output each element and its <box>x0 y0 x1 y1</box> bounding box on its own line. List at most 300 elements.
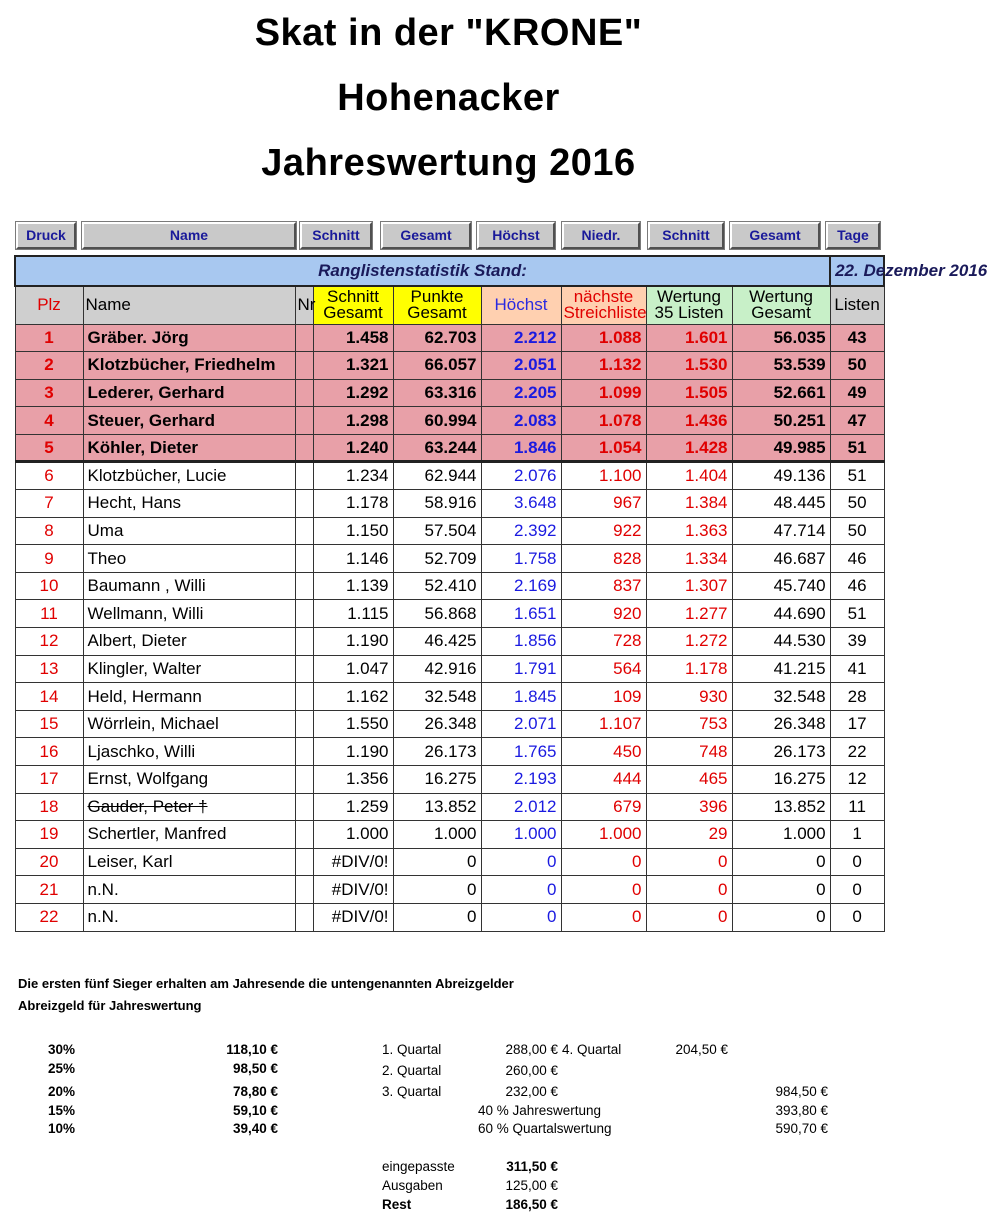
table-row <box>15 848 884 876</box>
cell-schnitt: 1.550 <box>313 710 393 738</box>
cell-hoechst: 1.856 <box>481 628 561 656</box>
cell-plz: 1 <box>15 324 83 352</box>
eingepasste-label: eingepasste <box>382 1159 455 1174</box>
cell-wertung35: 0 <box>646 876 732 904</box>
cell-name: Gauder, Peter † <box>83 793 295 821</box>
cell-wertung-gesamt: 0 <box>732 876 830 904</box>
cell-name: Wörrlein, Michael <box>83 710 295 738</box>
q4-label: 4. Quartal <box>562 1042 622 1057</box>
cell-nr <box>295 766 313 794</box>
cell-schnitt: 1.146 <box>313 545 393 573</box>
percent-label: 30% <box>48 1042 76 1057</box>
table-row <box>15 876 884 904</box>
cell-streich: 828 <box>561 545 646 573</box>
cell-plz: 18 <box>15 793 83 821</box>
quartal-total: 984,50 € <box>775 1084 828 1099</box>
cell-schnitt: 1.115 <box>313 600 393 628</box>
cell-schnitt: 1.292 <box>313 379 393 407</box>
cell-streich: 837 <box>561 572 646 600</box>
cell-schnitt: 1.000 <box>313 821 393 849</box>
cell-name: Klotzbücher, Lucie <box>83 462 295 490</box>
cell-plz: 17 <box>15 766 83 794</box>
cell-nr <box>295 462 313 490</box>
rest-label: Rest <box>382 1197 412 1212</box>
cell-wertung-gesamt: 44.530 <box>732 628 830 656</box>
page-heading-year: Jahreswertung 2016 <box>261 142 636 184</box>
cell-name: Schertler, Manfred <box>83 821 295 849</box>
cell-wertung-gesamt: 49.136 <box>732 462 830 490</box>
cell-listen: 1 <box>830 821 884 849</box>
cell-plz: 9 <box>15 545 83 573</box>
cell-plz: 22 <box>15 903 83 931</box>
cell-wertung35: 1.436 <box>646 407 732 435</box>
cell-name: Albert, Dieter <box>83 628 295 656</box>
cell-streich: 1.132 <box>561 352 646 380</box>
cell-nr <box>295 628 313 656</box>
cell-punkte: 0 <box>393 848 481 876</box>
table-row <box>15 352 884 380</box>
table-row <box>15 766 884 794</box>
cell-wertung35: 396 <box>646 793 732 821</box>
cell-listen: 46 <box>830 545 884 573</box>
cell-plz: 2 <box>15 352 83 380</box>
sort-hoechst-button[interactable]: Höchst <box>477 222 555 249</box>
note-abreizgeld: Abreizgeld für Jahreswertung <box>18 998 202 1013</box>
cell-hoechst: 1.758 <box>481 545 561 573</box>
cell-wertung35: 29 <box>646 821 732 849</box>
col-listen: Listen <box>830 286 884 324</box>
cell-nr <box>295 490 313 518</box>
percent-label: 10% <box>48 1121 76 1136</box>
cell-streich: 967 <box>561 490 646 518</box>
q2-amount: 260,00 € <box>505 1063 558 1078</box>
col-hoechst: Höchst <box>481 286 561 324</box>
cell-plz: 20 <box>15 848 83 876</box>
cell-schnitt: 1.047 <box>313 655 393 683</box>
cell-plz: 7 <box>15 490 83 518</box>
cell-name: Ljaschko, Willi <box>83 738 295 766</box>
q2-label: 2. Quartal <box>382 1063 442 1078</box>
cell-streich: 920 <box>561 600 646 628</box>
cell-wertung-gesamt: 13.852 <box>732 793 830 821</box>
cell-hoechst: 2.205 <box>481 379 561 407</box>
cell-hoechst: 1.765 <box>481 738 561 766</box>
cell-plz: 13 <box>15 655 83 683</box>
table-row <box>15 628 884 656</box>
table-row <box>15 407 884 435</box>
col-streich: nächste Streichliste <box>561 286 646 324</box>
cell-streich: 1.000 <box>561 821 646 849</box>
percent-amount: 98,50 € <box>232 1061 278 1076</box>
cell-wertung-gesamt: 53.539 <box>732 352 830 380</box>
cell-nr <box>295 848 313 876</box>
cell-nr <box>295 793 313 821</box>
ranking-table <box>14 255 987 932</box>
cell-punkte: 1.000 <box>393 821 481 849</box>
cell-streich: 0 <box>561 876 646 904</box>
cell-wertung-gesamt: 26.348 <box>732 710 830 738</box>
cell-nr <box>295 683 313 711</box>
cell-nr <box>295 600 313 628</box>
cell-schnitt: 1.178 <box>313 490 393 518</box>
cell-streich: 109 <box>561 683 646 711</box>
print-button[interactable]: Druck <box>16 222 76 249</box>
cell-streich: 1.054 <box>561 434 646 462</box>
cell-schnitt: 1.234 <box>313 462 393 490</box>
cell-streich: 450 <box>561 738 646 766</box>
cell-wertung35: 1.384 <box>646 490 732 518</box>
rest-amount: 186,50 € <box>505 1197 558 1212</box>
cell-streich: 1.107 <box>561 710 646 738</box>
cell-name: Uma <box>83 517 295 545</box>
cell-nr <box>295 407 313 435</box>
jahreswertung-label: 40 % Jahreswertung <box>478 1103 602 1118</box>
cell-listen: 41 <box>830 655 884 683</box>
cell-name: Held, Hermann <box>83 683 295 711</box>
cell-plz: 10 <box>15 572 83 600</box>
cell-plz: 4 <box>15 407 83 435</box>
cell-wertung35: 465 <box>646 766 732 794</box>
cell-name: Wellmann, Willi <box>83 600 295 628</box>
cell-listen: 11 <box>830 793 884 821</box>
cell-punkte: 26.173 <box>393 738 481 766</box>
cell-listen: 17 <box>830 710 884 738</box>
cell-wertung-gesamt: 49.985 <box>732 434 830 462</box>
cell-wertung-gesamt: 47.714 <box>732 517 830 545</box>
q3-label: 3. Quartal <box>382 1084 442 1099</box>
sort-tage-button[interactable]: Tage <box>826 222 880 249</box>
cell-schnitt: 1.190 <box>313 738 393 766</box>
stand-label: Ranglistenstatistik Stand: <box>15 256 830 286</box>
col-name: Name <box>83 286 295 324</box>
cell-listen: 22 <box>830 738 884 766</box>
cell-wertung35: 1.363 <box>646 517 732 545</box>
cell-nr <box>295 545 313 573</box>
cell-plz: 5 <box>15 434 83 462</box>
sort-gesamt-button[interactable]: Gesamt <box>381 222 471 249</box>
table-row <box>15 572 884 600</box>
cell-listen: 39 <box>830 628 884 656</box>
table-row <box>15 517 884 545</box>
table-row <box>15 462 884 490</box>
cell-streich: 0 <box>561 848 646 876</box>
cell-listen: 46 <box>830 572 884 600</box>
cell-listen: 51 <box>830 462 884 490</box>
cell-plz: 19 <box>15 821 83 849</box>
sort-wertung-gesamt-button[interactable]: Gesamt <box>730 222 820 249</box>
cell-plz: 8 <box>15 517 83 545</box>
cell-wertung-gesamt: 32.548 <box>732 683 830 711</box>
percent-amount: 39,40 € <box>232 1121 278 1136</box>
note-winners: Die ersten fünf Sieger erhalten am Jahresende die untengenannten Abreizgelder <box>18 976 514 991</box>
cell-nr <box>295 352 313 380</box>
column-header-row <box>15 286 884 324</box>
cell-listen: 12 <box>830 766 884 794</box>
cell-hoechst: 1.651 <box>481 600 561 628</box>
cell-streich: 1.088 <box>561 324 646 352</box>
cell-plz: 6 <box>15 462 83 490</box>
table-row <box>15 683 884 711</box>
cell-wertung35: 0 <box>646 848 732 876</box>
percent-label: 25% <box>48 1061 76 1076</box>
cell-punkte: 0 <box>393 876 481 904</box>
cell-hoechst: 1.791 <box>481 655 561 683</box>
cell-wertung-gesamt: 26.173 <box>732 738 830 766</box>
cell-listen: 50 <box>830 490 884 518</box>
percent-amount: 78,80 € <box>232 1084 278 1099</box>
cell-schnitt: 1.458 <box>313 324 393 352</box>
cell-wertung-gesamt: 41.215 <box>732 655 830 683</box>
table-row <box>15 490 884 518</box>
percent-label: 20% <box>48 1084 76 1099</box>
cell-listen: 51 <box>830 600 884 628</box>
cell-wertung-gesamt: 0 <box>732 848 830 876</box>
sort-wertung-schnitt-button[interactable]: Schnitt <box>648 222 724 249</box>
eingepasste-amount: 311,50 € <box>506 1159 558 1174</box>
cell-punkte: 56.868 <box>393 600 481 628</box>
cell-streich: 922 <box>561 517 646 545</box>
cell-wertung-gesamt: 45.740 <box>732 572 830 600</box>
cell-hoechst: 2.012 <box>481 793 561 821</box>
cell-wertung-gesamt: 1.000 <box>732 821 830 849</box>
cell-punkte: 66.057 <box>393 352 481 380</box>
cell-punkte: 62.944 <box>393 462 481 490</box>
cell-name: Hecht, Hans <box>83 490 295 518</box>
cell-punkte: 13.852 <box>393 793 481 821</box>
cell-nr <box>295 903 313 931</box>
cell-listen: 50 <box>830 517 884 545</box>
ausgaben-label: Ausgaben <box>382 1178 443 1193</box>
cell-hoechst: 0 <box>481 876 561 904</box>
cell-plz: 16 <box>15 738 83 766</box>
table-row <box>15 545 884 573</box>
cell-streich: 679 <box>561 793 646 821</box>
cell-wertung35: 1.277 <box>646 600 732 628</box>
cell-streich: 564 <box>561 655 646 683</box>
quartalswertung-label: 60 % Quartalswertung <box>478 1121 612 1136</box>
stand-date: 22. Dezember 2016 <box>830 256 884 286</box>
cell-hoechst: 2.212 <box>481 324 561 352</box>
cell-plz: 21 <box>15 876 83 904</box>
sort-name-button[interactable]: Name <box>82 222 296 249</box>
table-row <box>15 379 884 407</box>
cell-nr <box>295 434 313 462</box>
cell-wertung-gesamt: 16.275 <box>732 766 830 794</box>
percent-label: 15% <box>48 1103 76 1118</box>
cell-wertung35: 930 <box>646 683 732 711</box>
cell-name: Klotzbücher, Friedhelm <box>83 352 295 380</box>
cell-punkte: 63.244 <box>393 434 481 462</box>
cell-name: Köhler, Dieter <box>83 434 295 462</box>
cell-plz: 12 <box>15 628 83 656</box>
cell-punkte: 62.703 <box>393 324 481 352</box>
cell-wertung-gesamt: 44.690 <box>732 600 830 628</box>
cell-plz: 15 <box>15 710 83 738</box>
cell-wertung-gesamt: 50.251 <box>732 407 830 435</box>
cell-punkte: 60.994 <box>393 407 481 435</box>
cell-schnitt: 1.240 <box>313 434 393 462</box>
cell-wertung35: 1.272 <box>646 628 732 656</box>
cell-wertung35: 748 <box>646 738 732 766</box>
cell-listen: 28 <box>830 683 884 711</box>
cell-hoechst: 2.169 <box>481 572 561 600</box>
cell-nr <box>295 572 313 600</box>
cell-nr <box>295 821 313 849</box>
cell-plz: 3 <box>15 379 83 407</box>
cell-hoechst: 1.000 <box>481 821 561 849</box>
q3-amount: 232,00 € <box>505 1084 558 1099</box>
cell-wertung35: 1.601 <box>646 324 732 352</box>
cell-punkte: 42.916 <box>393 655 481 683</box>
cell-hoechst: 2.083 <box>481 407 561 435</box>
table-row <box>15 793 884 821</box>
quartalswertung-amount: 590,70 € <box>775 1121 828 1136</box>
percent-amount: 59,10 € <box>232 1103 278 1118</box>
sort-niedr-button[interactable]: Niedr. <box>562 222 640 249</box>
table-row <box>15 600 884 628</box>
cell-plz: 11 <box>15 600 83 628</box>
cell-schnitt: 1.190 <box>313 628 393 656</box>
cell-wertung-gesamt: 48.445 <box>732 490 830 518</box>
col-nr: Nr <box>295 286 313 324</box>
cell-punkte: 63.316 <box>393 379 481 407</box>
ausgaben-amount: 125,00 € <box>505 1178 558 1193</box>
cell-streich: 1.078 <box>561 407 646 435</box>
cell-wertung-gesamt: 0 <box>732 903 830 931</box>
cell-wertung-gesamt: 46.687 <box>732 545 830 573</box>
cell-nr <box>295 324 313 352</box>
cell-nr <box>295 517 313 545</box>
cell-name: Ernst, Wolfgang <box>83 766 295 794</box>
cell-name: n.N. <box>83 876 295 904</box>
page-subtitle: Hohenacker <box>337 77 560 119</box>
cell-name: Lederer, Gerhard <box>83 379 295 407</box>
cell-schnitt: #DIV/0! <box>313 876 393 904</box>
cell-listen: 0 <box>830 848 884 876</box>
cell-hoechst: 2.193 <box>481 766 561 794</box>
table-row <box>15 434 884 462</box>
cell-schnitt: #DIV/0! <box>313 848 393 876</box>
cell-schnitt: 1.139 <box>313 572 393 600</box>
cell-punkte: 52.709 <box>393 545 481 573</box>
percent-amount: 118,10 € <box>226 1042 278 1057</box>
table-row <box>15 710 884 738</box>
col-wertung-gesamt: Wertung Gesamt <box>732 286 830 324</box>
cell-schnitt: 1.162 <box>313 683 393 711</box>
cell-wertung35: 1.530 <box>646 352 732 380</box>
cell-hoechst: 2.076 <box>481 462 561 490</box>
jahreswertung-amount: 393,80 € <box>775 1103 828 1118</box>
cell-nr <box>295 738 313 766</box>
cell-nr <box>295 379 313 407</box>
stand-row <box>15 256 884 286</box>
sort-button-bar <box>0 222 897 252</box>
cell-schnitt: 1.259 <box>313 793 393 821</box>
cell-name: n.N. <box>83 903 295 931</box>
cell-name: Leiser, Karl <box>83 848 295 876</box>
cell-punkte: 57.504 <box>393 517 481 545</box>
cell-punkte: 46.425 <box>393 628 481 656</box>
cell-streich: 1.099 <box>561 379 646 407</box>
cell-hoechst: 0 <box>481 848 561 876</box>
cell-streich: 0 <box>561 903 646 931</box>
cell-wertung-gesamt: 56.035 <box>732 324 830 352</box>
cell-listen: 51 <box>830 434 884 462</box>
cell-wertung35: 0 <box>646 903 732 931</box>
cell-punkte: 52.410 <box>393 572 481 600</box>
cell-schnitt: 1.298 <box>313 407 393 435</box>
cell-wertung35: 753 <box>646 710 732 738</box>
table-row <box>15 324 884 352</box>
col-schnitt: Schnitt Gesamt <box>313 286 393 324</box>
cell-wertung35: 1.178 <box>646 655 732 683</box>
table-row <box>15 903 884 931</box>
col-wertung35: Wertung 35 Listen <box>646 286 732 324</box>
q1-label: 1. Quartal <box>382 1042 442 1057</box>
cell-wertung35: 1.307 <box>646 572 732 600</box>
cell-streich: 1.100 <box>561 462 646 490</box>
cell-name: Steuer, Gerhard <box>83 407 295 435</box>
cell-name: Klingler, Walter <box>83 655 295 683</box>
cell-punkte: 0 <box>393 903 481 931</box>
cell-schnitt: 1.150 <box>313 517 393 545</box>
cell-nr <box>295 655 313 683</box>
cell-streich: 728 <box>561 628 646 656</box>
col-plz: Plz <box>15 286 83 324</box>
cell-hoechst: 2.392 <box>481 517 561 545</box>
cell-name: Baumann , Willi <box>83 572 295 600</box>
col-punkte: Punkte Gesamt <box>393 286 481 324</box>
table-row <box>15 738 884 766</box>
cell-wertung35: 1.428 <box>646 434 732 462</box>
cell-hoechst: 3.648 <box>481 490 561 518</box>
cell-punkte: 26.348 <box>393 710 481 738</box>
cell-schnitt: 1.321 <box>313 352 393 380</box>
cell-name: Theo <box>83 545 295 573</box>
cell-listen: 0 <box>830 876 884 904</box>
cell-nr <box>295 876 313 904</box>
cell-hoechst: 2.071 <box>481 710 561 738</box>
cell-plz: 14 <box>15 683 83 711</box>
cell-listen: 47 <box>830 407 884 435</box>
cell-punkte: 32.548 <box>393 683 481 711</box>
cell-nr <box>295 710 313 738</box>
cell-streich: 444 <box>561 766 646 794</box>
cell-listen: 49 <box>830 379 884 407</box>
cell-hoechst: 1.845 <box>481 683 561 711</box>
sort-schnitt-button[interactable]: Schnitt <box>300 222 372 249</box>
cell-hoechst: 1.846 <box>481 434 561 462</box>
cell-wertung-gesamt: 52.661 <box>732 379 830 407</box>
cell-schnitt: 1.356 <box>313 766 393 794</box>
table-row <box>15 821 884 849</box>
cell-punkte: 16.275 <box>393 766 481 794</box>
cell-hoechst: 0 <box>481 903 561 931</box>
cell-schnitt: #DIV/0! <box>313 903 393 931</box>
q1-amount: 288,00 € <box>505 1042 558 1057</box>
cell-wertung35: 1.404 <box>646 462 732 490</box>
q4-amount: 204,50 € <box>675 1042 728 1057</box>
table-row <box>15 655 884 683</box>
page-title: Skat in der "KRONE" <box>254 12 643 54</box>
cell-hoechst: 2.051 <box>481 352 561 380</box>
cell-wertung35: 1.505 <box>646 379 732 407</box>
cell-name: Gräber. Jörg <box>83 324 295 352</box>
cell-listen: 0 <box>830 903 884 931</box>
cell-listen: 50 <box>830 352 884 380</box>
cell-punkte: 58.916 <box>393 490 481 518</box>
cell-listen: 43 <box>830 324 884 352</box>
